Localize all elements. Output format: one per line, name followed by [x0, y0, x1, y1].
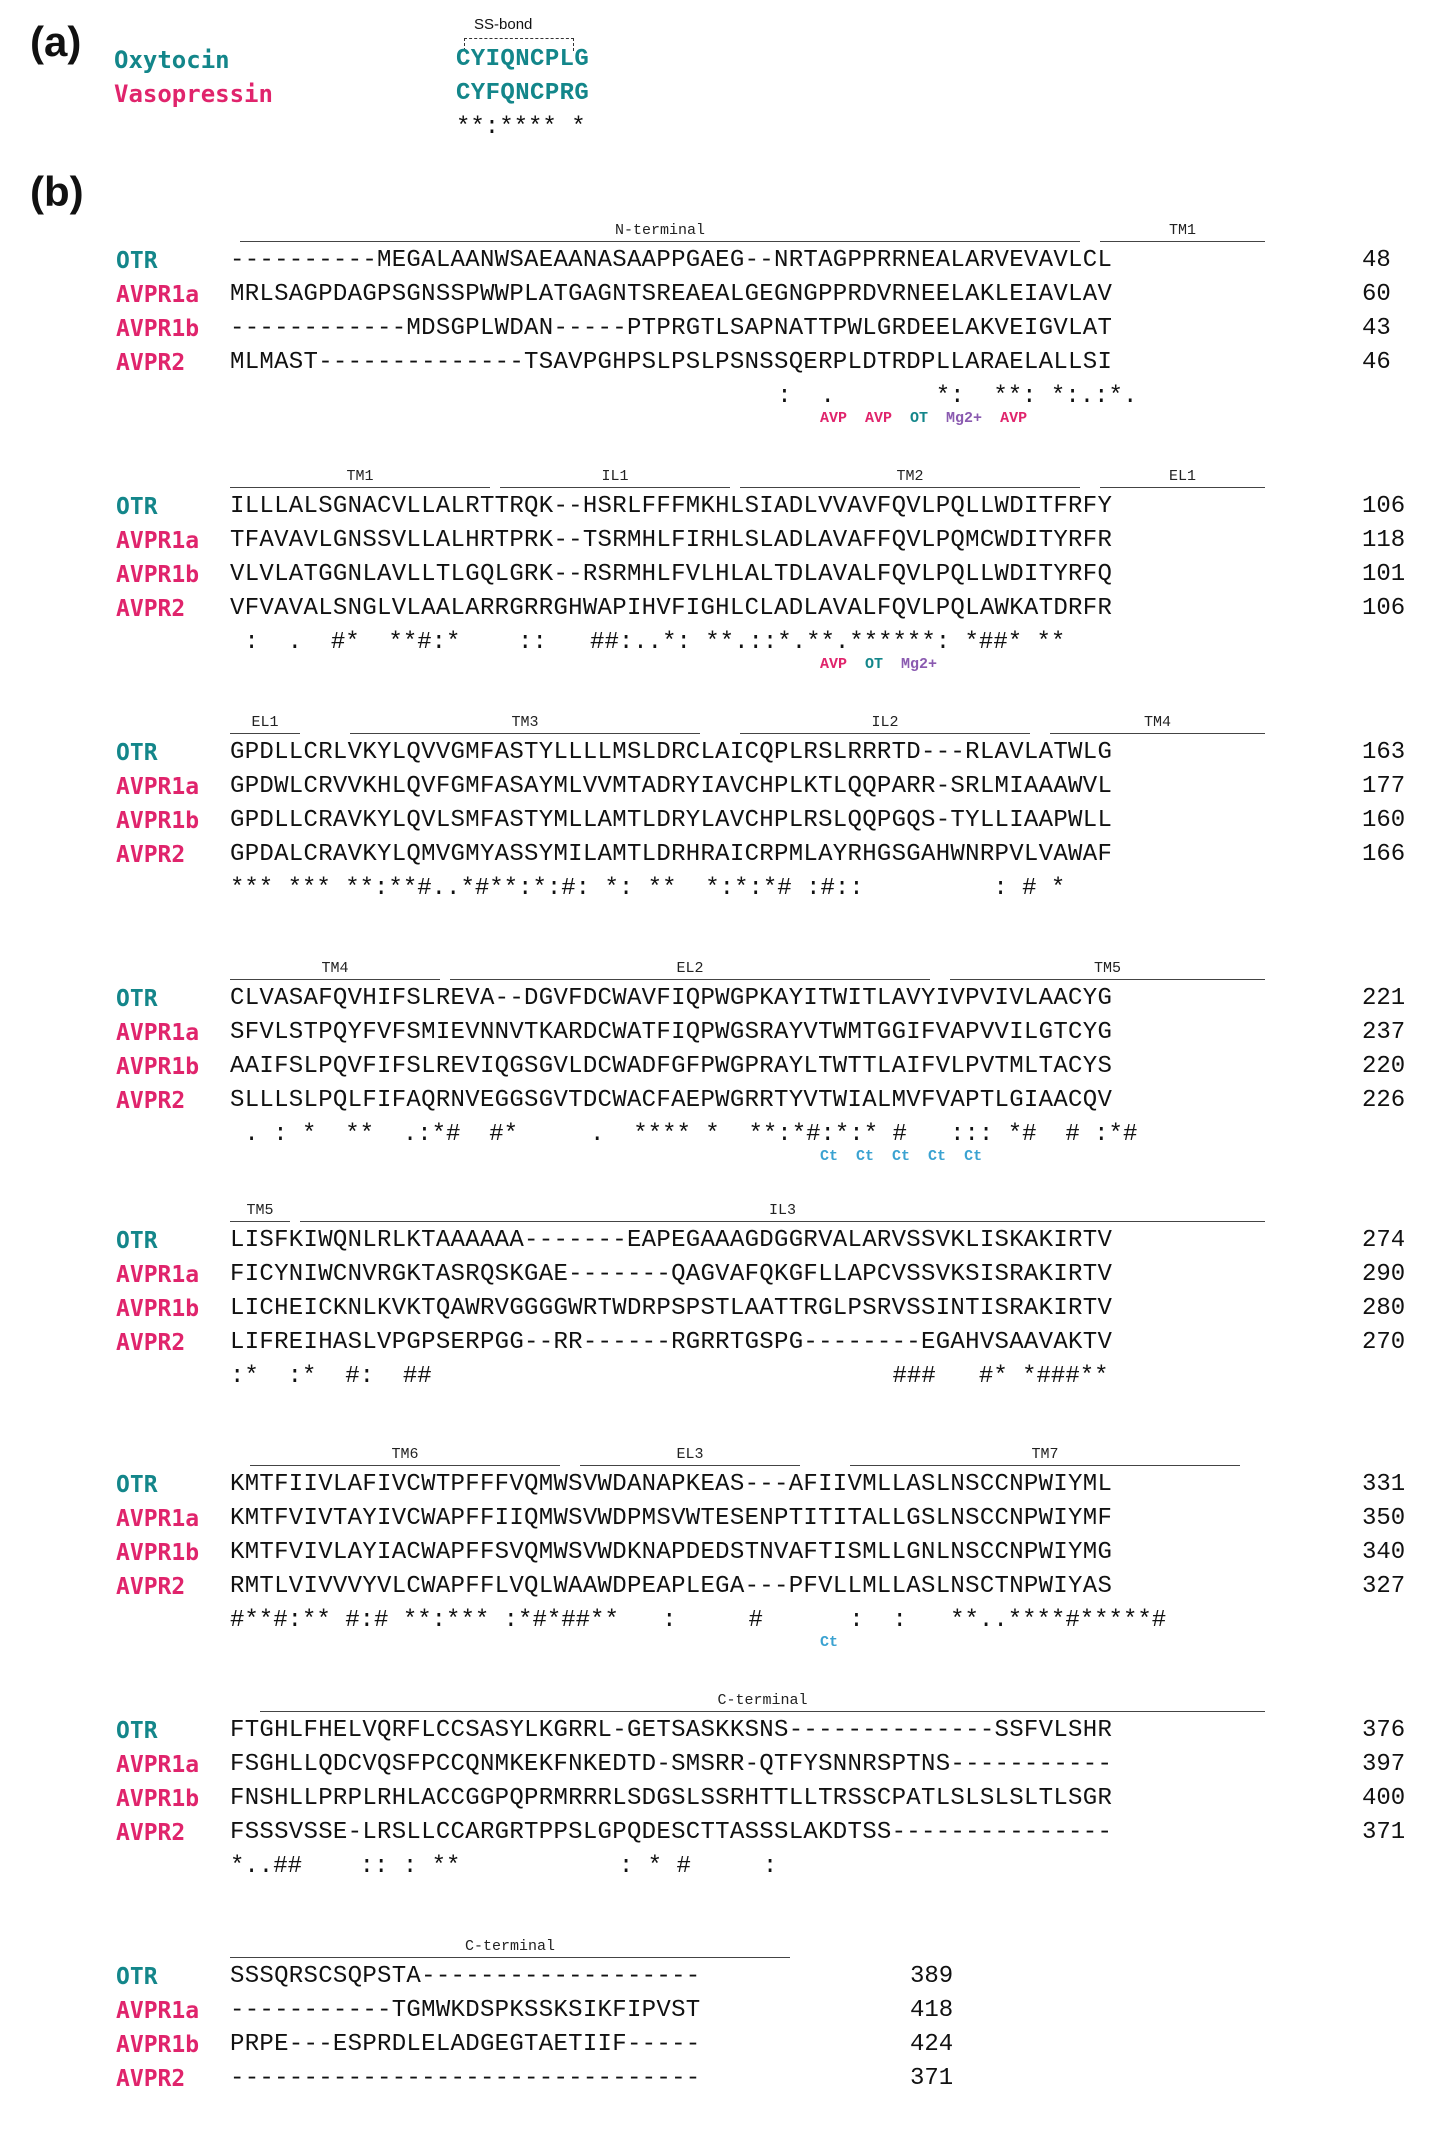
region-label-text: TM1 — [346, 468, 374, 485]
region-label-text: IL1 — [601, 468, 629, 485]
sequence-residues: GPDWLCRVVKHLQVFGMFASAYMLVVMTADRYIAVCHPLKTLQQPARR-SRLMIAAAWVL — [230, 773, 1113, 800]
sequence-name: AVPR2 — [116, 2066, 186, 2092]
region-label — [450, 960, 930, 980]
sequence-residues: VFVAVALSNGLVLAALARRGRRGHWAPIHVFIGHLCLADLAVALFQVLPQLAWKATDRFR — [230, 595, 1113, 622]
sequence-name: AVPR1a — [116, 774, 200, 800]
region-label-text: EL2 — [676, 960, 704, 977]
sequence-residues: ------------MDSGPLWDAN-----PTPRGTLSAPNATTPWLGRDEELAKVEIGVLAT — [230, 315, 1113, 342]
sequence-position: 220 — [1362, 1053, 1406, 1080]
sequence-position: 327 — [1362, 1573, 1406, 1600]
sequence-name: AVPR1a — [116, 1506, 200, 1532]
region-label — [1100, 222, 1265, 242]
consensus-line: *..## :: : ** : * # : — [230, 1853, 778, 1880]
sequence-name: OTR — [116, 1718, 158, 1744]
sequence-name: AVPR1a — [116, 1262, 200, 1288]
region-bar — [1100, 487, 1265, 488]
sequence-residues: CLVASAFQVHIFSLREVA--DGVFDCWAVFIQPWGPKAYITWITLAVYIVPVIVLAACYG — [230, 985, 1113, 1012]
sequence-residues: VLVLATGGNLAVLLTLGQLGRK--RSRMHLFVLHLALTDLAVALFQVLPQLLWDITYRFQ — [230, 561, 1113, 588]
ss-bond-label: SS-bond — [474, 16, 533, 33]
sequence-name: AVPR2 — [116, 596, 186, 622]
sequence-position: 106 — [1362, 493, 1406, 520]
sequence-residues: TFAVAVLGNSSVLLALHRTPRK--TSRMHLFIRHLSLADLAVAFFQVLPQMCWDITYRFR — [230, 527, 1113, 554]
sequence-position: 340 — [1362, 1539, 1406, 1566]
sequence-residues: FICYNIWCNVRGKTASRQSKGAE-------QAGVAFQKGFLLAPCVSSVKSISRAKIRTV — [230, 1261, 1113, 1288]
region-label — [1100, 468, 1265, 488]
sequence-name: AVPR1b — [116, 1296, 200, 1322]
sequence-residues: FTGHLFHELVQRFLCCSASYLKGRRL-GETSASKKSNS--------------SSFVLSHR — [230, 1717, 1113, 1744]
consensus-line: #**#:** #:# **:*** :*#*##** : # : : **..****#*****# — [230, 1607, 1167, 1634]
region-bar — [230, 733, 300, 734]
site-annotations — [820, 1634, 856, 1651]
sequence-position: 280 — [1362, 1295, 1406, 1322]
sequence-position: 418 — [910, 1997, 954, 2024]
sequence-residues: LISFKIWQNLRLKTAAAAAA-------EAPEGAAAGDGGRVALARVSSVKLISKAKIRTV — [230, 1227, 1113, 1254]
region-label — [250, 1446, 560, 1466]
region-label — [230, 1938, 790, 1958]
region-label — [1050, 714, 1265, 734]
site-annotations — [820, 410, 1045, 427]
region-label — [240, 222, 1080, 242]
site-annotations — [820, 656, 955, 673]
sequence-name: OTR — [116, 1964, 158, 1990]
sequence-name: AVPR2 — [116, 1574, 186, 1600]
sequence-position: 46 — [1362, 349, 1391, 376]
region-label — [230, 714, 300, 734]
region-bar — [450, 979, 930, 980]
sequence-residues: RMTLVIVVVYVLCWAPFFLVQLWAAWDPEAPLEGA---PFVLLMLLASLNSCTNPWIYAS — [230, 1573, 1113, 1600]
consensus-line: :* :* #: ## ### #* *###** — [230, 1363, 1109, 1390]
site-annotation: Ct — [964, 1148, 1001, 1165]
region-label-text: TM6 — [391, 1446, 419, 1463]
sequence-residues: GPDLLCRAVKYLQVLSMFASTYMLLAMTLDRYLAVCHPLRSLQQPGQS-TYLLIAAPWLL — [230, 807, 1113, 834]
sequence-position: 118 — [1362, 527, 1406, 554]
region-label-text: TM7 — [1031, 1446, 1059, 1463]
site-annotation: AVP — [820, 410, 866, 427]
sequence-name: AVPR1a — [116, 1020, 200, 1046]
region-label — [260, 1692, 1265, 1712]
sequence-position: 48 — [1362, 247, 1391, 274]
site-annotation: Ct — [928, 1148, 965, 1165]
region-bar — [1100, 241, 1265, 242]
region-label-text: TM2 — [896, 468, 924, 485]
sequence-residues: GPDALCRAVKYLQMVGMYASSYMILAMTLDRHRAICRPMLAYRHGSGAHWNRPVLVAWAF — [230, 841, 1113, 868]
sequence-residues: FSSSVSSE-LRSLLCCARGRTPPSLGPQDESCTTASSSLAKDTSS--------------- — [230, 1819, 1113, 1846]
site-annotations — [820, 1148, 1000, 1165]
region-label-text: C-terminal — [464, 1938, 555, 1955]
sequence-name: OTR — [116, 494, 158, 520]
panel-a-label: (a) — [30, 18, 82, 65]
sequence-name: AVPR1a — [116, 1998, 200, 2024]
sequence-position: 331 — [1362, 1471, 1406, 1498]
sequence-name: OTR — [116, 1228, 158, 1254]
sequence-position: 397 — [1362, 1751, 1406, 1778]
region-bar — [350, 733, 700, 734]
consensus-line: . : * ** .:*# #* . **** * **:*#:*:* # ::: *# # :*# — [230, 1121, 1138, 1148]
site-annotation: OT — [910, 410, 947, 427]
region-label-text: TM3 — [511, 714, 539, 731]
site-annotation: Ct — [820, 1148, 857, 1165]
sequence-position: 400 — [1362, 1785, 1406, 1812]
site-annotation: Mg2+ — [901, 656, 956, 673]
sequence-position: 371 — [910, 2065, 954, 2092]
region-label-text: IL3 — [768, 1202, 796, 1219]
peptide-alignment — [114, 10, 674, 150]
region-label-text: N-terminal — [614, 222, 705, 239]
panel-b-label: (b) — [30, 168, 84, 215]
sequence-residues: MRLSAGPDAGPSGNSSPWWPLATGAGNTSREAEALGEGNGPPRDVRNEELAKLEIAVLAV — [230, 281, 1113, 308]
region-label — [950, 960, 1265, 980]
sequence-name: AVPR1b — [116, 316, 200, 342]
sequence-name: AVPR2 — [116, 350, 186, 376]
sequence-name: OTR — [116, 986, 158, 1012]
region-label — [350, 714, 700, 734]
sequence-name: AVPR1a — [116, 528, 200, 554]
site-annotation: OT — [865, 656, 902, 673]
sequence-name: AVPR1b — [116, 1540, 200, 1566]
region-bar — [850, 1465, 1240, 1466]
peptide-consensus: **:**** * — [456, 114, 586, 141]
sequence-position: 350 — [1362, 1505, 1406, 1532]
sequence-name: AVPR1b — [116, 2032, 200, 2058]
sequence-residues: SSSQRSCSQPSTA------------------- — [230, 1963, 701, 1990]
sequence-name: AVPR2 — [116, 1330, 186, 1356]
sequence-name: AVPR1b — [116, 1786, 200, 1812]
region-label-text: TM4 — [321, 960, 349, 977]
vasopressin-sequence: CYFQNCPRG — [456, 80, 590, 107]
oxytocin-name: Oxytocin — [114, 46, 230, 74]
region-label — [230, 960, 440, 980]
consensus-line: : . #* **#:* :: ##:..*: **.::*.**.******: *##* ** — [230, 629, 1066, 656]
sequence-position: 177 — [1362, 773, 1406, 800]
region-label — [500, 468, 730, 488]
sequence-residues: KMTFVIVTAYIVCWAPFFIIQMWSVWDPMSVWTESENPTITITALLGSLNSCCNPWIYMF — [230, 1505, 1113, 1532]
region-bar — [950, 979, 1265, 980]
region-bar — [740, 733, 1030, 734]
region-label — [230, 1202, 290, 1222]
sequence-residues: FSGHLLQDCVQSFPCCQNMKEKFNKEDTD-SMSRR-QTFYSNNRSPTNS----------- — [230, 1751, 1113, 1778]
site-annotation: Ct — [856, 1148, 893, 1165]
region-label-text: TM5 — [246, 1202, 274, 1219]
sequence-position: 237 — [1362, 1019, 1406, 1046]
region-bar — [240, 241, 1080, 242]
region-label-text: EL3 — [676, 1446, 704, 1463]
site-annotation: Mg2+ — [946, 410, 1001, 427]
sequence-residues: GPDLLCRLVKYLQVVGMFASTYLLLLMSLDRCLAICQPLRSLRRRTD---RLAVLATWLG — [230, 739, 1113, 766]
region-bar — [230, 1957, 790, 1958]
region-bar — [260, 1711, 1265, 1712]
region-label-text: C-terminal — [717, 1692, 808, 1709]
consensus-line: *** *** **:**#..*#**:*:#: *: ** *:*:*# :#:: : # * — [230, 875, 1066, 902]
sequence-name: AVPR1b — [116, 1054, 200, 1080]
sequence-position: 274 — [1362, 1227, 1406, 1254]
sequence-residues: LIFREIHASLVPGPSERPGG--RR------RGRRTGSPG--------EGAHVSAAVAKTV — [230, 1329, 1113, 1356]
region-label-text: IL2 — [871, 714, 899, 731]
region-bar — [500, 487, 730, 488]
sequence-residues: -----------TGMWKDSPKSSKSIKFIPVST — [230, 1997, 701, 2024]
region-bar — [1050, 733, 1265, 734]
region-bar — [580, 1465, 800, 1466]
sequence-position: 371 — [1362, 1819, 1406, 1846]
sequence-position: 270 — [1362, 1329, 1406, 1356]
sequence-position: 424 — [910, 2031, 954, 2058]
region-label-text: EL1 — [1168, 468, 1196, 485]
oxytocin-sequence: CYIQNCPLG — [456, 46, 590, 73]
sequence-residues: LICHEICKNLKVKTQAWRVGGGGWRTWDRPSPSTLAATTRGLPSRVSSINTISRAKIRTV — [230, 1295, 1113, 1322]
sequence-position: 60 — [1362, 281, 1391, 308]
sequence-name: OTR — [116, 248, 158, 274]
site-annotation: AVP — [865, 410, 911, 427]
sequence-position: 290 — [1362, 1261, 1406, 1288]
sequence-residues: SLLLSLPQLFIFAQRNVEGGSGVTDCWACFAEPWGRRTYVTWIALMVFVAPTLGIAACQV — [230, 1087, 1113, 1114]
sequence-position: 43 — [1362, 315, 1391, 342]
sequence-name: AVPR1a — [116, 1752, 200, 1778]
region-label — [740, 468, 1080, 488]
sequence-residues: AAIFSLPQVFIFSLREVIQGSGVLDCWADFGFPWGPRAYLTWTTLAIFVLPVTMLTACYS — [230, 1053, 1113, 1080]
region-label-text: EL1 — [251, 714, 279, 731]
region-bar — [300, 1221, 1265, 1222]
region-label — [230, 468, 490, 488]
consensus-line: : . *: **: *:.:*. — [230, 383, 1138, 410]
region-label-text: TM1 — [1168, 222, 1196, 239]
site-annotation: AVP — [1000, 410, 1046, 427]
vasopressin-name: Vasopressin — [114, 80, 273, 108]
sequence-name: AVPR1a — [116, 282, 200, 308]
sequence-name: AVPR1b — [116, 562, 200, 588]
sequence-residues: KMTFVIVLAYIACWAPFFSVQMWSVWDKNAPDEDSTNVAFTISMLLGNLNSCCNPWIYMG — [230, 1539, 1113, 1566]
site-annotation: AVP — [820, 656, 866, 673]
region-bar — [230, 1221, 290, 1222]
sequence-name: AVPR1b — [116, 808, 200, 834]
sequence-residues: ----------MEGALAANWSAEAANASAAPPGAEG--NRTAGPPRRNEALARVEVAVLCL — [230, 247, 1113, 274]
sequence-residues: ILLLALSGNACVLLALRTTRQK--HSRLFFFMKHLSIADLVVAVFQVLPQLLWDITFRFY — [230, 493, 1113, 520]
sequence-position: 221 — [1362, 985, 1406, 1012]
sequence-name: OTR — [116, 740, 158, 766]
region-label-text: TM4 — [1143, 714, 1171, 731]
region-bar — [740, 487, 1080, 488]
sequence-position: 106 — [1362, 595, 1406, 622]
sequence-position: 163 — [1362, 739, 1406, 766]
region-label — [300, 1202, 1265, 1222]
sequence-residues: SFVLSTPQYFVFSMIEVNNVTKARDCWATFIQPWGSRAYVTWMTGGIFVAPVVILGTCYG — [230, 1019, 1113, 1046]
region-label — [740, 714, 1030, 734]
sequence-position: 166 — [1362, 841, 1406, 868]
site-annotation: Ct — [892, 1148, 929, 1165]
region-label-text: TM5 — [1093, 960, 1121, 977]
region-bar — [250, 1465, 560, 1466]
sequence-name: AVPR2 — [116, 1088, 186, 1114]
site-annotation: Ct — [820, 1634, 857, 1651]
sequence-position: 389 — [910, 1963, 954, 1990]
sequence-position: 101 — [1362, 561, 1406, 588]
region-bar — [230, 487, 490, 488]
sequence-position: 160 — [1362, 807, 1406, 834]
sequence-residues: -------------------------------- — [230, 2065, 701, 2092]
sequence-residues: KMTFIIVLAFIVCWTPFFFVQMWSVWDANAPKEAS---AFIIVMLLASLNSCCNPWIYML — [230, 1471, 1113, 1498]
sequence-residues: MLMAST--------------TSAVPGHPSLPSLPSNSSQERPLDTRDPLLARAELALLSI — [230, 349, 1113, 376]
sequence-name: OTR — [116, 1472, 158, 1498]
sequence-position: 226 — [1362, 1087, 1406, 1114]
sequence-residues: FNSHLLPRPLRHLACCGGPQPRMRRRLSDGSLSSRHTTLLTRSSCPATLSLSLSLTLSGR — [230, 1785, 1113, 1812]
region-label — [580, 1446, 800, 1466]
sequence-name: AVPR2 — [116, 1820, 186, 1846]
region-label — [850, 1446, 1240, 1466]
sequence-name: AVPR2 — [116, 842, 186, 868]
sequence-position: 376 — [1362, 1717, 1406, 1744]
region-bar — [230, 979, 440, 980]
sequence-residues: PRPE---ESPRDLELADGEGTAETIIF----- — [230, 2031, 701, 2058]
